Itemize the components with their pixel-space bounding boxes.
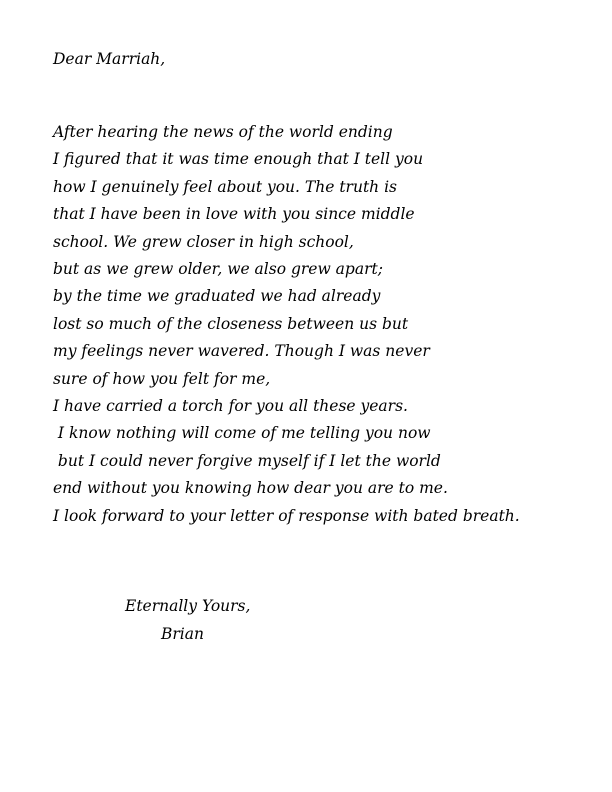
letter-line: that I have been in love with you since middle (53, 205, 415, 224)
letter-line: by the time we graduated we had already (53, 287, 381, 306)
closing: Eternally Yours, (125, 597, 251, 615)
letter-line: I know nothing will come of me telling you now (53, 424, 431, 443)
letter-line: I figured that it was time enough that I tell you (53, 150, 424, 169)
letter-line: school. We grew closer in high school, (53, 232, 354, 251)
letter-line: end without you knowing how dear you are to me. (53, 479, 448, 498)
letter-line: how I genuinely feel about you. The truth is (53, 177, 397, 196)
letter-line: but as we grew older, we also grew apart; (53, 260, 383, 279)
letter-line: After hearing the news of the world ending (53, 123, 393, 141)
letter-line: lost so much of the closeness between us but (53, 314, 409, 333)
letter-line: I have carried a torch for you all these years. (53, 397, 408, 416)
letter-line: but I could never forgive myself if I let the world (53, 451, 441, 470)
letter-body (53, 119, 603, 530)
salutation: Dear Marriah, (53, 50, 166, 68)
letter-line: sure of how you felt for me, (53, 369, 271, 388)
letter-line: I look forward to your letter of response with bated breath. (53, 506, 520, 525)
signature-name: Brian (161, 625, 204, 643)
letter-line: my feelings never wavered. Though I was never (53, 342, 430, 361)
